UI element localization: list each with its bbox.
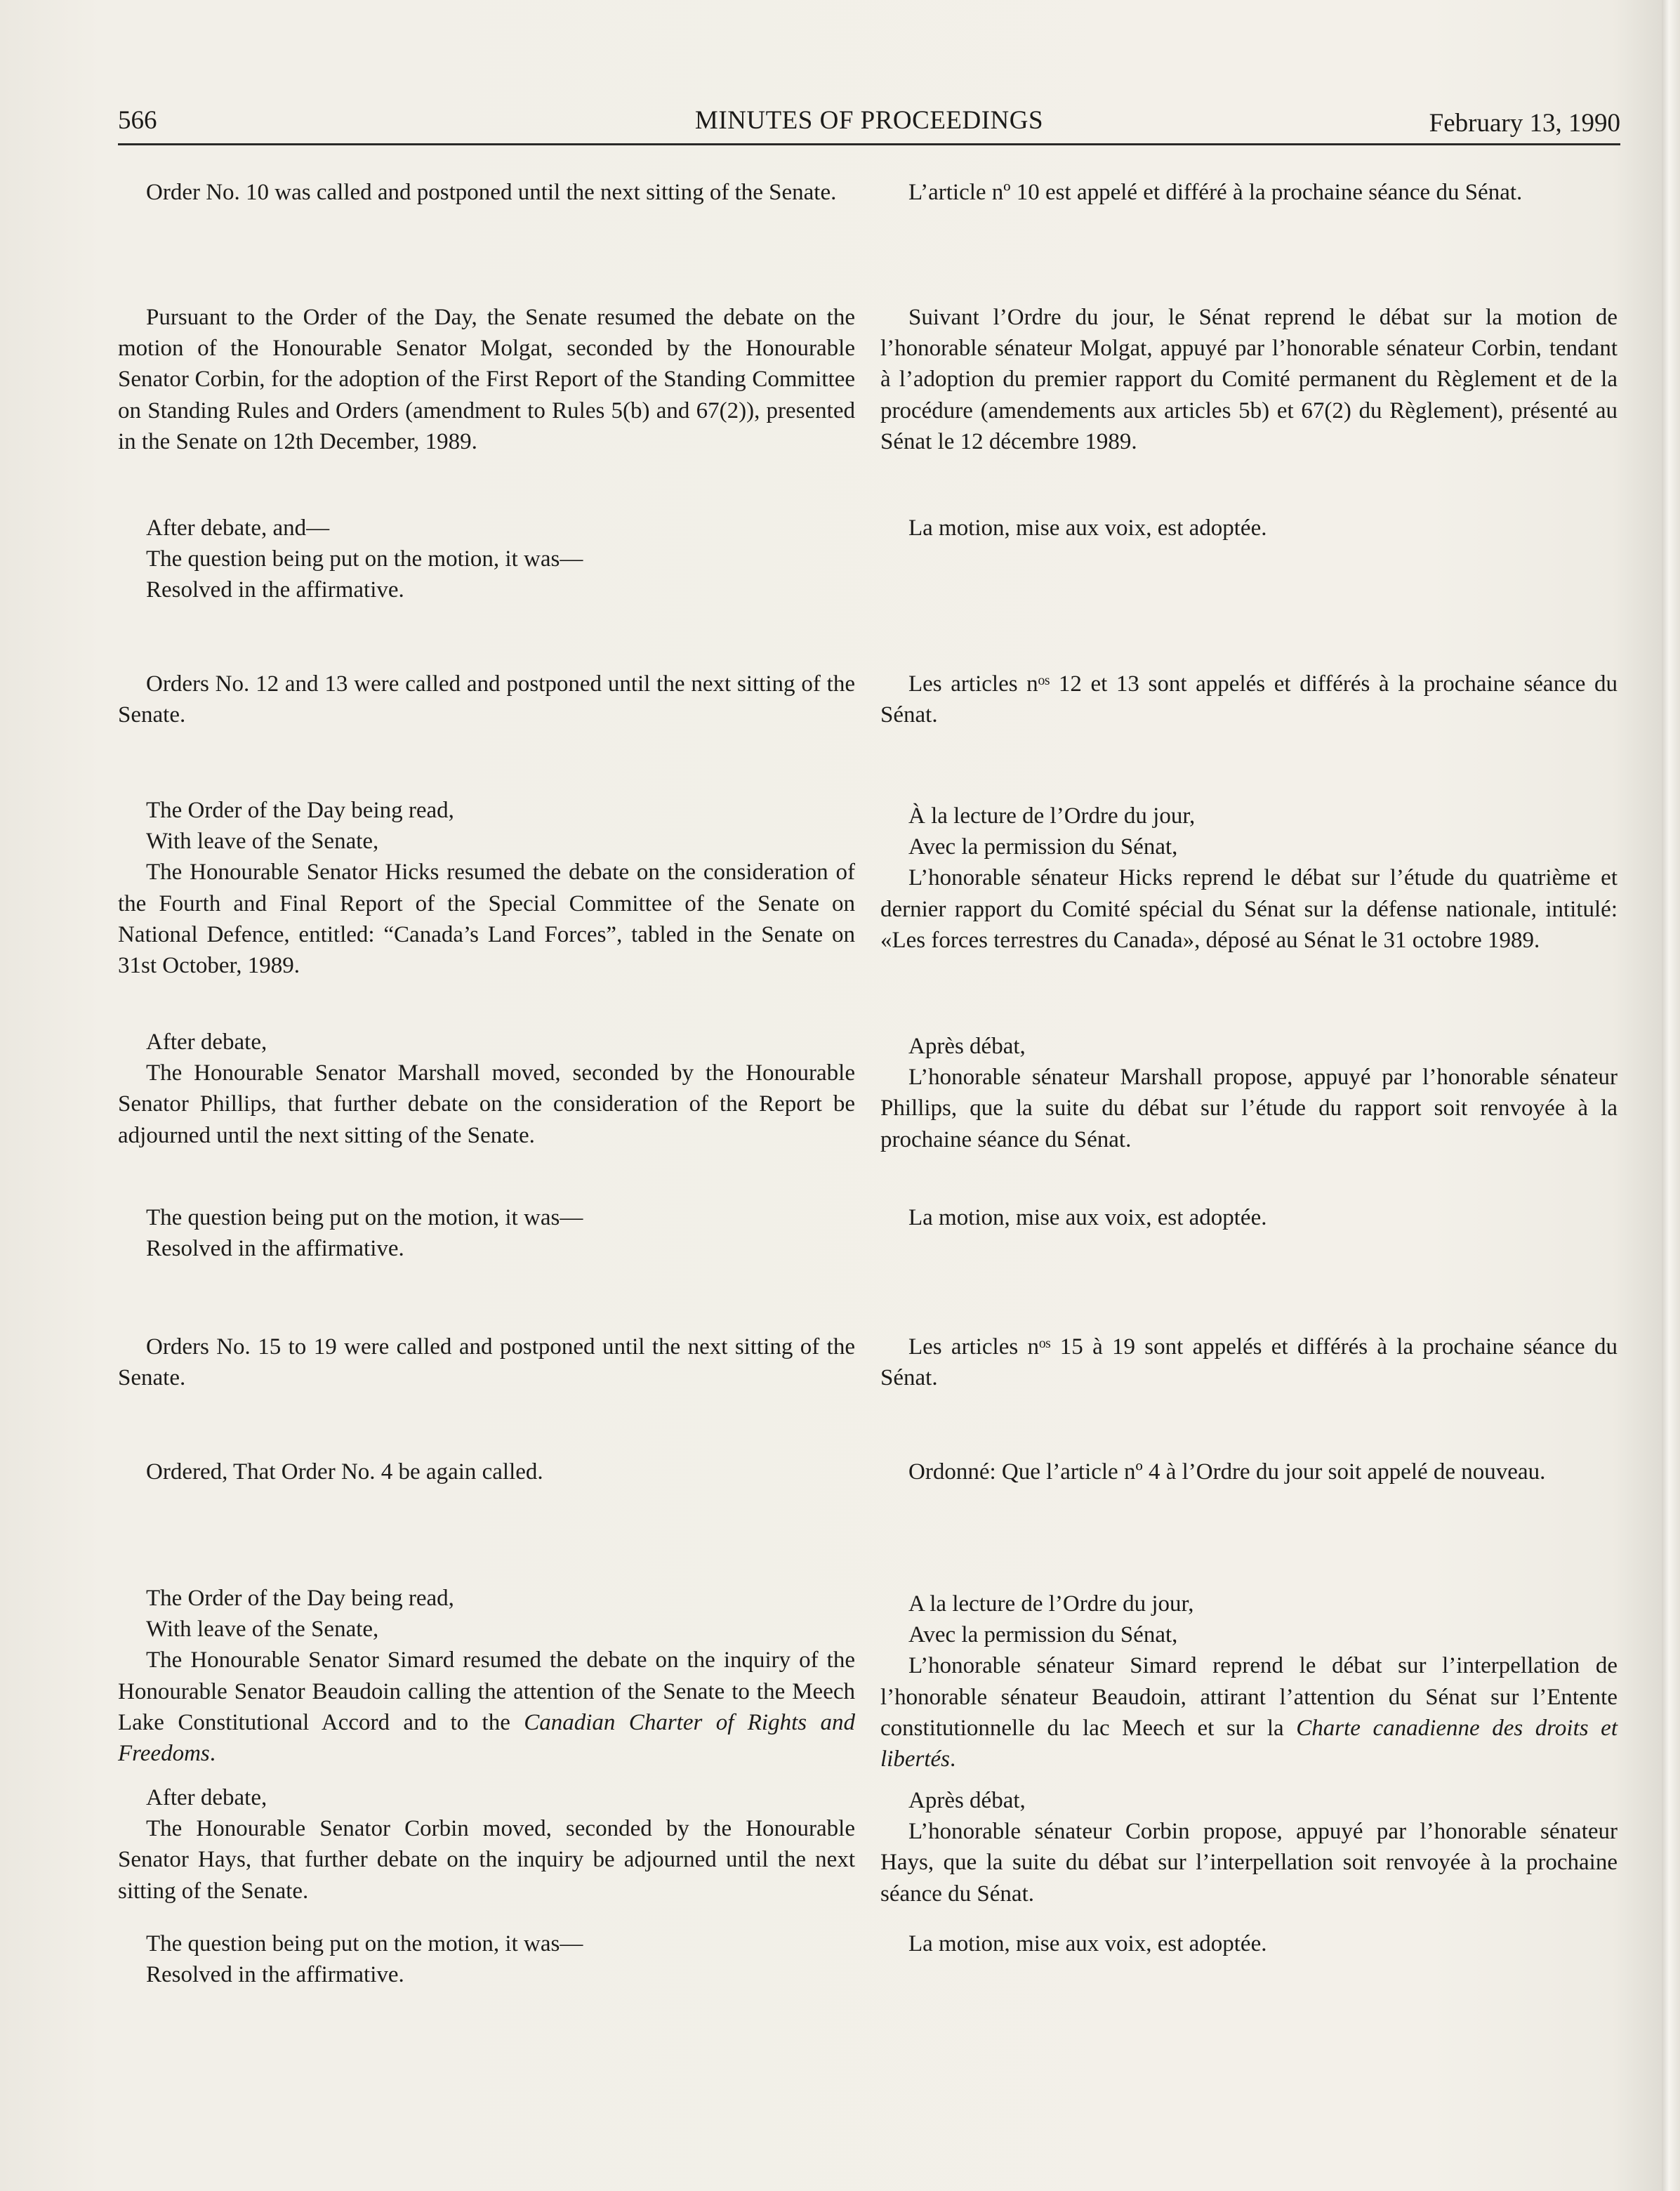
text-question-put: The question being put on the motion, it was— xyxy=(146,1205,583,1230)
paragraph-order-10: Order No. 10 was called and postponed until the next sitting of the Senate. xyxy=(146,180,837,205)
text-after-debate: After debate, xyxy=(146,1029,267,1055)
paragraph-articles-12-13: Les articles nᵒˢ 12 et 13 sont appelés et différés à la prochaine séance du Sénat. xyxy=(880,671,1618,728)
text-order-read: The Order of the Day being read, xyxy=(146,798,454,823)
page-number: 566 xyxy=(118,106,157,135)
paragraph-orders-15-19: Orders No. 15 to 19 were called and postponed until the next sitting of the Senate. xyxy=(118,1334,855,1391)
paragraph-motion-adoptee: La motion, mise aux voix, est adoptée. xyxy=(908,515,1267,541)
paragraph-debat-hicks xyxy=(880,801,1618,956)
paragraph-debat-simard xyxy=(880,1588,1618,1775)
text-order-read: The Order of the Day being read, xyxy=(146,1586,454,1611)
paragraph-corbin-result xyxy=(118,1928,855,1990)
paragraph-marshall-motion xyxy=(118,1027,855,1151)
text-with-leave: With leave of the Senate, xyxy=(146,829,379,855)
text-question-put: The question being put on the motion, it was— xyxy=(146,546,583,572)
charter-title: Canadian Charter of Rights and Freedoms xyxy=(118,1709,855,1767)
paragraph-hicks-debate xyxy=(118,795,855,981)
text-lecture-ordre: A la lecture de l’Ordre du jour, xyxy=(908,1591,1194,1617)
text-after-debate: After debate, and— xyxy=(146,515,330,541)
paragraph-molgat-result xyxy=(118,513,855,606)
text-apres-debat: Après débat, xyxy=(908,1034,1026,1059)
text-corbin-moved: The Honourable Senator Corbin moved, seconded by the Honourable Senator Hays, that further debate on the inquiry be adjourned until the next sitting of the Senate. xyxy=(118,1816,855,1904)
paragraph-orders-12-13: Orders No. 12 and 13 were called and postponed until the next sitting of the Senate. xyxy=(118,671,855,728)
charte-title: Charte canadienne des droits et libertés xyxy=(880,1715,1618,1772)
french-column xyxy=(880,177,1618,2017)
paragraph-motion-adoptee: La motion, mise aux voix, est adoptée. xyxy=(908,1931,1267,1956)
text-after-debate: After debate, xyxy=(146,1785,267,1810)
text-resolved: Resolved in the affirmative. xyxy=(146,1236,404,1262)
text-corbin-propose: L’honorable sénateur Corbin propose, appuyé par l’honorable sénateur Hays, que la suite du débat sur l’interpellation soit renvoyée à la prochaine séance du Sénat. xyxy=(880,1819,1618,1907)
text-marshall-moved: The Honourable Senator Marshall moved, seconded by the Honourable Senator Phillips, that further debate on the consideration of the Report be adjourned until the next sitting of the Senate. xyxy=(118,1060,855,1148)
text-apres-debat: Après débat, xyxy=(908,1788,1026,1813)
text-question-put: The question being put on the motion, it was— xyxy=(146,1931,583,1956)
paragraph-order-4-recalled: Ordered, That Order No. 4 be again called. xyxy=(146,1459,543,1485)
header-date: February 13, 1990 xyxy=(1429,109,1620,138)
text-simard-reprend: L’honorable sénateur Simard reprend le débat sur l’interpellation de l’honorable sénateur Beaudoin, attirant l’attention du Sénat sur l’Entente constitutionnelle du lac Meech et sur la Charte canadienne des droits et libertés. xyxy=(880,1653,1618,1772)
page-edge xyxy=(1662,0,1680,2191)
text-resolved: Resolved in the affirmative. xyxy=(146,1962,404,1988)
english-column xyxy=(118,177,855,2017)
paragraph-marshall-result xyxy=(118,1202,855,1264)
paragraph-corbin-motion xyxy=(118,1782,855,1907)
text-hicks-reprend: L’honorable sénateur Hicks reprend le débat sur l’étude du quatrième et dernier rapport du Comité spécial du Sénat sur la défense nationale, intitulé: «Les forces terrestres du Canada», déposé au Sénat le 31 octobre 1989. xyxy=(880,865,1618,953)
running-header xyxy=(118,105,1620,145)
page-title: MINUTES OF PROCEEDINGS xyxy=(694,106,1044,135)
paragraph-motion-marshall xyxy=(880,1031,1618,1155)
text-avec-permission: Avec la permission du Sénat, xyxy=(908,834,1178,860)
paragraph-articles-15-19: Les articles nᵒˢ 15 à 19 sont appelés et différés à la prochaine séance du Sénat. xyxy=(880,1334,1618,1391)
text-with-leave: With leave of the Senate, xyxy=(146,1617,379,1643)
text-lecture-ordre: À la lecture de l’Ordre du jour, xyxy=(908,803,1196,829)
paragraph-article-4: Ordonné: Que l’article nº 4 à l’Ordre du jour soit appelé de nouveau. xyxy=(908,1459,1546,1485)
text-resolved: Resolved in the affirmative. xyxy=(146,577,404,603)
paragraph-simard-debate xyxy=(118,1583,855,1769)
text-simard-resumed: The Honourable Senator Simard resumed the debate on the inquiry of the Honourable Senator Beaudoin calling the attention of the Senate to the Meech Lake Constitutional Accord and to the Canadian Charter of Rights and Freedoms. xyxy=(118,1647,855,1767)
paragraph-motion-molgat: Suivant l’Ordre du jour, le Sénat reprend le débat sur la motion de l’honorable sénateur Molgat, appuyé par l’honorable sénateur Corbin, tendant à l’adoption du premier rapport du Comité permanent du Règlement et de la procédure (amendements aux articles 5b) et 67(2) du Règlement), présenté au Sénat le 12 décembre 1989. xyxy=(880,305,1618,454)
paragraph-article-10: L’article nº 10 est appelé et différé à la prochaine séance du Sénat. xyxy=(908,180,1523,205)
paragraph-motion-corbin xyxy=(880,1785,1618,1909)
paragraph-motion-adoptee: La motion, mise aux voix, est adoptée. xyxy=(908,1205,1267,1230)
text-hicks-resumed: The Honourable Senator Hicks resumed the debate on the consideration of the Fourth and Final Report of the Special Committee of the Senate on National Defence, entitled: “Canada’s Land Forces”, tabled in the Senate on 31st October, 1989. xyxy=(118,860,855,979)
text-marshall-propose: L’honorable sénateur Marshall propose, appuyé par l’honorable sénateur Phillips, que la suite du débat sur l’étude du rapport soit renvoyée à la prochaine séance du Sénat. xyxy=(880,1065,1618,1152)
paragraph-molgat-motion: Pursuant to the Order of the Day, the Senate resumed the debate on the motion of the Honourable Senator Molgat, seconded by the Honourable Senator Corbin, for the adoption of the First Report of the Standing Committee on Standing Rules and Orders (amendment to Rules 5(b) and 67(2)), presented in the Senate on 12th December, 1989. xyxy=(118,305,855,454)
text-avec-permission: Avec la permission du Sénat, xyxy=(908,1622,1178,1648)
